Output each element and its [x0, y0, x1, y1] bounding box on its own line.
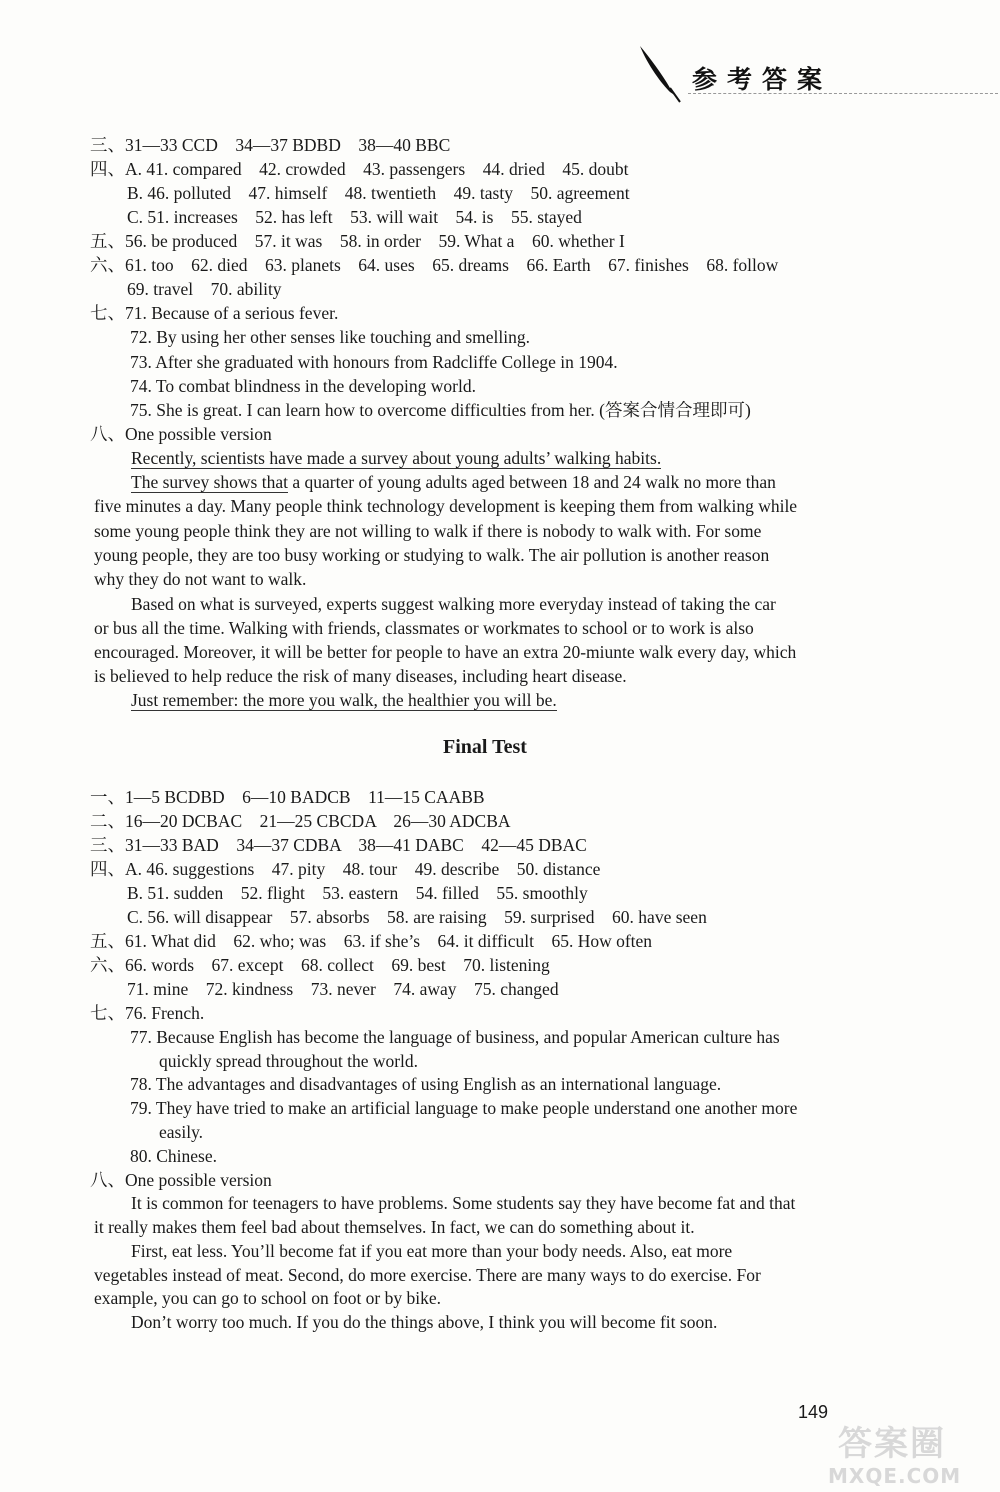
answer-key-title: 参考答案 [692, 65, 833, 94]
answer-line: 八、One possible version [90, 424, 272, 444]
answer-line: 74. To combat blindness in the developing world. [130, 376, 476, 396]
underlined-phrase: The survey shows that [131, 472, 288, 492]
page-number: 149 [798, 1402, 829, 1422]
final-test-heading: Final Test [443, 736, 527, 758]
watermark [818, 1416, 998, 1492]
header-rule [688, 93, 998, 94]
underlined-sentence: Just remember: the more you walk, the healthier you will be. [131, 690, 557, 710]
answer-line: 七、71. Because of a serious fever. [90, 303, 339, 323]
essay-line: it really makes them feel bad about themselves. In fact, we can do something about it. [94, 1217, 695, 1237]
essay-line [131, 470, 776, 494]
answer-line: 80. Chinese. [130, 1146, 218, 1166]
answer-line: 79. They have tried to make an artificial language to make people understand one another more [130, 1098, 798, 1118]
answer-line: 三、31—33 CCD 34—37 BDBD 38—40 BBC [90, 135, 451, 155]
answer-line: 一、1—5 BCDBD 6—10 BADCB 11—15 CAABB [90, 787, 485, 807]
answer-line: 69. travel 70. ability [127, 279, 282, 299]
essay-line: Based on what is surveyed, experts suggest walking more everyday instead of taking the car [131, 594, 776, 614]
essay-line: encouraged. Moreover, it will be better for people to have an extra 20-miunte walk every day, which [94, 642, 797, 662]
answer-line: 四、A. 41. compared 42. crowded 43. passengers 44. dried 45. doubt [90, 159, 629, 179]
answer-line: 六、61. too 62. died 63. planets 64. uses 65. dreams 66. Earth 67. finishes 68. follow [90, 255, 779, 275]
page-header [0, 0, 1000, 110]
answer-line: 71. mine 72. kindness 73. never 74. away 75. changed [127, 979, 559, 999]
pen-nib-icon [636, 44, 696, 108]
answer-line: 六、66. words 67. except 68. collect 69. best 70. listening [90, 955, 550, 975]
watermark-url: MXQE.COM [828, 1464, 962, 1488]
answer-line: 八、One possible version [90, 1170, 272, 1190]
answer-line: 77. Because English has become the language of business, and popular American culture has [130, 1027, 780, 1047]
answer-line: 五、56. be produced 57. it was 58. in order 59. What a 60. whether I [90, 231, 625, 251]
essay-line [131, 688, 557, 712]
essay-line: five minutes a day. Many people think technology development is keeping them from walking while [94, 496, 798, 516]
answer-line: 五、61. What did 62. who; was 63. if she’s 64. it difficult 65. How often [90, 931, 653, 951]
essay-line [131, 446, 661, 470]
essay-line: or bus all the time. Walking with friends, classmates or workmates to school or to work is also [94, 618, 754, 638]
underlined-sentence: Recently, scientists have made a survey about young adults’ walking habits. [131, 448, 662, 468]
essay-line: example, you can go to school on foot or by bike. [94, 1288, 442, 1308]
answer-line: 三、31—33 BAD 34—37 CDBA 38—41 DABC 42—45 DBAC [90, 835, 587, 855]
answer-line: 四、A. 46. suggestions 47. pity 48. tour 49. describe 50. distance [90, 859, 601, 879]
answer-line: 78. The advantages and disadvantages of using English as an international language. [130, 1074, 722, 1094]
essay-line: vegetables instead of meat. Second, do more exercise. There are many ways to do exercise. For [94, 1265, 761, 1285]
essay-line: young people, they are too busy working or studying to walk. The air pollution is another reason [94, 545, 770, 565]
essay-line: First, eat less. You’ll become fat if you eat more than your body needs. Also, eat more [131, 1241, 733, 1261]
essay-line: It is common for teenagers to have problems. Some students say they have become fat and that [131, 1193, 796, 1213]
essay-line: Don’t worry too much. If you do the things above, I think you will become fit soon. [131, 1312, 718, 1332]
answer-line: 二、16—20 DCBAC 21—25 CBCDA 26—30 ADCBA [90, 811, 511, 831]
essay-text: a quarter of young adults aged between 18 and 24 walk no more than [288, 472, 776, 492]
answer-line: quickly spread throughout the world. [159, 1051, 419, 1071]
answer-line: easily. [159, 1122, 204, 1142]
answer-line: C. 56. will disappear 57. absorbs 58. are raising 59. surprised 60. have seen [127, 907, 707, 927]
answer-line: 七、76. French. [90, 1003, 205, 1023]
essay-line: is believed to help reduce the risk of many diseases, including heart disease. [94, 666, 627, 686]
essay-line: some young people think they are not willing to walk if there is nobody to walk with. For some [94, 521, 762, 541]
answer-line: B. 46. polluted 47. himself 48. twentieth 49. tasty 50. agreement [127, 183, 630, 203]
answer-line: 75. She is great. I can learn how to overcome difficulties from her. (答案合情合理即可) [130, 400, 751, 420]
answer-line: B. 51. sudden 52. flight 53. eastern 54. filled 55. smoothly [127, 883, 588, 903]
essay-line: why they do not want to walk. [94, 569, 307, 589]
watermark-logo-text: 答案圈 [838, 1424, 946, 1464]
answer-line: C. 51. increases 52. has left 53. will wait 54. is 55. stayed [127, 207, 582, 227]
answer-line: 73. After she graduated with honours from Radcliffe College in 1904. [130, 352, 618, 372]
answer-line: 72. By using her other senses like touching and smelling. [130, 327, 531, 347]
